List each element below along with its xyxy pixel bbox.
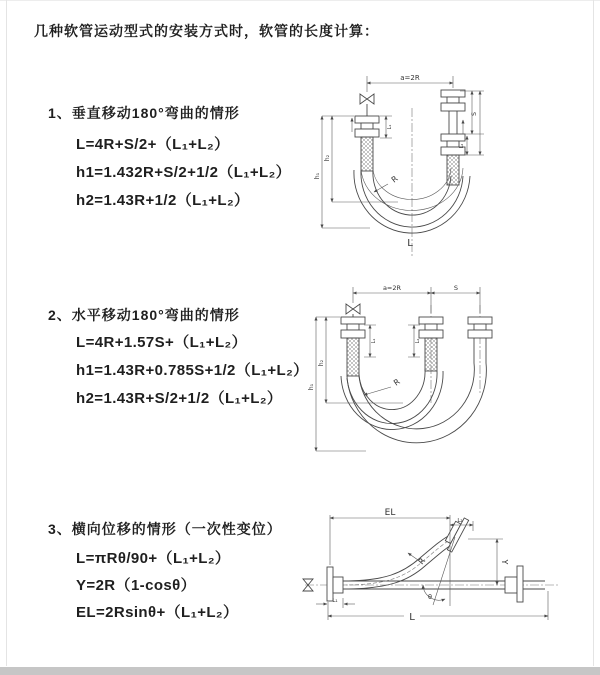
dim-label-h2: h₂ [324, 154, 331, 162]
dim-label-l1: L₁ [332, 598, 338, 604]
dim-label-l2: L₂ [459, 143, 465, 149]
dim-label-h1: h₁ [308, 383, 315, 391]
radius-pointer [364, 377, 402, 395]
section-3-formula-EL: EL=2Rsinθ+（L₁+L₂） [76, 604, 239, 621]
radius-label: R [391, 377, 402, 388]
dim-label-a2r: a=2R [382, 284, 402, 292]
valve-icon [360, 94, 374, 116]
dimension-y [468, 539, 509, 585]
valve-icon [346, 304, 360, 317]
left-flange [327, 567, 343, 601]
left-flange [355, 116, 379, 137]
right-upper-flange [441, 90, 465, 111]
left-braided-hose [347, 338, 359, 376]
dim-label-a2r: a=2R [400, 74, 420, 82]
right-braided-hose [447, 155, 459, 185]
dim-label-l1: L₁ [371, 338, 377, 344]
dimension-el [330, 508, 450, 606]
middle-braided-hose [425, 338, 437, 371]
section-1-formula-L: L=4R+S/2+（L₁+L₂） [76, 136, 230, 153]
dimension-l [328, 591, 548, 623]
section-2-formula-h2: h2=1.43R+S/2+1/2（L₁+L₂） [76, 390, 283, 407]
radius-label: R [416, 556, 428, 567]
page-edge-top [0, 0, 600, 1]
diagram-horizontal-movement [308, 283, 598, 463]
section-3-heading: 3、横向位移的情形（一次性变位） [48, 521, 282, 537]
section-1-heading: 1、垂直移动180°弯曲的情形 [48, 105, 240, 121]
dim-label-l2: L₂ [457, 518, 463, 524]
length-label: L [407, 238, 413, 249]
diagram-lateral-displacement [300, 503, 600, 638]
left-braided-hose [361, 137, 373, 171]
middle-flange [419, 317, 443, 338]
dim-label-s: S [453, 284, 459, 292]
dim-label-el: EL [384, 508, 396, 518]
dimension-l1 [364, 325, 377, 357]
dim-label-h2: h₂ [318, 359, 325, 367]
radius-label: R [389, 174, 400, 185]
dim-label-y: Y [500, 559, 509, 565]
page-edge-bottom [0, 667, 600, 675]
angle-label: θ [428, 593, 432, 601]
page-title: 几种软管运动型式的安装方式时，软管的长度计算： [34, 23, 379, 39]
section-2-formula-h1: h1=1.43R+0.785S+1/2（L₁+L₂） [76, 362, 309, 379]
right-flange [505, 566, 545, 602]
section-1-formula-h1: h1=1.432R+S/2+1/2（L₁+L₂） [76, 164, 292, 181]
u-bend-position-1 [341, 369, 443, 430]
dim-label-l: L [409, 612, 415, 623]
section-3-formula-Y: Y=2R（1-cosθ） [76, 577, 197, 594]
dim-label-h1: h₁ [314, 172, 321, 180]
section-3-formula-L: L=πRθ/90+（L₁+L₂） [76, 550, 231, 567]
left-flange [341, 317, 365, 338]
dim-label-s: S [471, 112, 478, 116]
right-flange [468, 317, 492, 338]
upper-flange [442, 515, 469, 552]
section-2-formula-L: L=4R+1.57S+（L₁+L₂） [76, 334, 247, 351]
section-1-formula-h2: h2=1.43R+1/2（L₁+L₂） [76, 192, 250, 209]
dimension-l1 [316, 598, 355, 608]
dimension-l1 [380, 116, 393, 138]
page-edge-left [6, 0, 7, 666]
dim-label-l1: L₁ [387, 124, 393, 130]
diagram-vertical-movement [310, 70, 515, 262]
dim-label-l2: L₂ [415, 338, 421, 344]
right-pipe [449, 111, 457, 134]
dimension-a2r [353, 284, 480, 313]
dimension-a2r [367, 74, 453, 92]
section-2-heading: 2、水平移动180°弯曲的情形 [48, 307, 240, 323]
